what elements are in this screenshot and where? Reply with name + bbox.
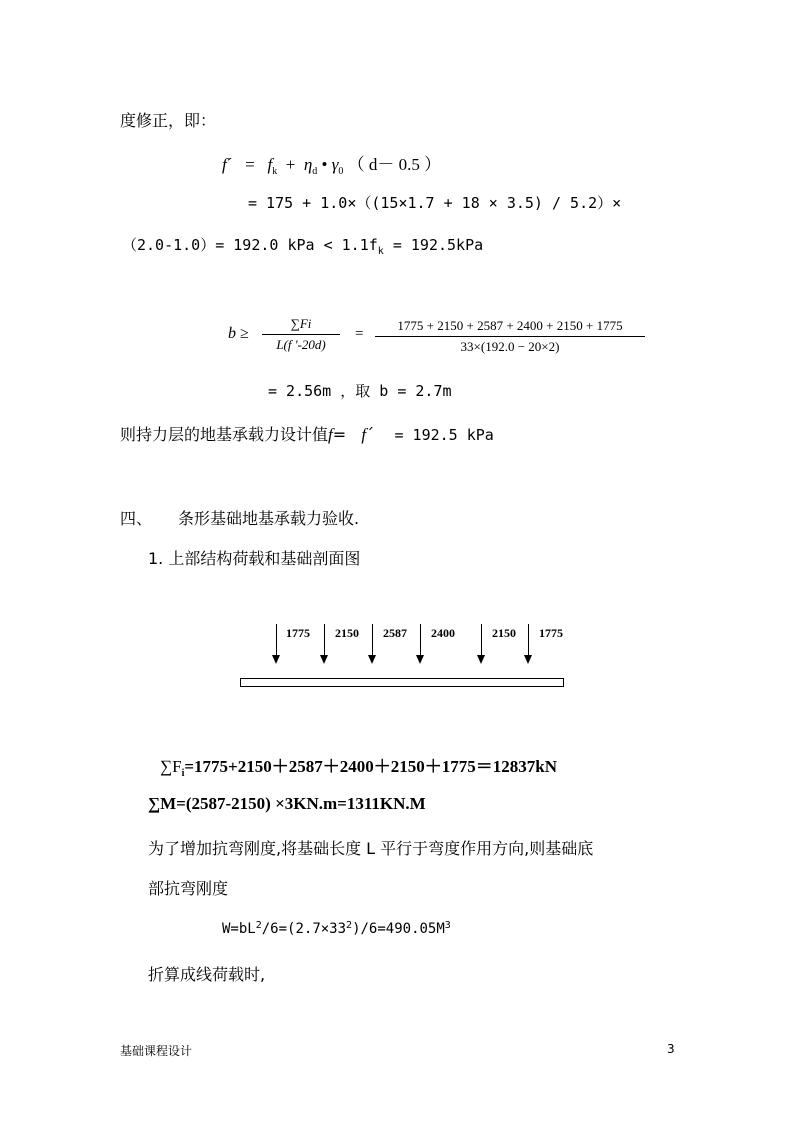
formula-result-main: （2.0-1.0）= 192.0 kPa < 1.1f bbox=[122, 236, 378, 254]
b-geq-symbol: b ≥ bbox=[228, 325, 249, 342]
f-symbol: f bbox=[328, 425, 333, 444]
sum-force-prefix: ∑F bbox=[160, 757, 182, 776]
fk-symbol: f bbox=[267, 155, 273, 174]
superscript: 3 bbox=[444, 920, 451, 931]
footer-course-name: 基础课程设计 bbox=[120, 1044, 193, 1058]
eta-subscript: d bbox=[312, 166, 318, 177]
fraction-equals: = bbox=[355, 326, 364, 342]
equals-sign: = bbox=[332, 425, 347, 444]
formula-result-value: = 192.5kPa bbox=[383, 236, 484, 254]
fraction-bar bbox=[262, 334, 340, 335]
formula-substitution: = 175 + 1.0×（(15×1.7 + 18 × 3.5) / 5.2）× bbox=[248, 194, 622, 212]
sum-force-line bbox=[160, 752, 557, 779]
paragraph-line: 部抗弯刚度 bbox=[148, 879, 229, 898]
fraction-left bbox=[262, 316, 340, 353]
load-label: 2150 bbox=[492, 626, 516, 640]
section-title: 条形基础地基承载力验收. bbox=[178, 509, 360, 528]
load-label: 1775 bbox=[539, 626, 563, 640]
sum-force-equation: =1775+2150＋2587＋2400＋2150＋1775＝12837kN bbox=[184, 757, 557, 776]
f-symbol: f bbox=[222, 155, 227, 174]
superscript: 2 bbox=[346, 920, 353, 931]
paragraph-line: 为了增加抗弯刚度,将基础长度 L 平行于弯度作用方向,则基础底 bbox=[148, 839, 594, 858]
subsection-title: 1. 上部结构荷载和基础剖面图 bbox=[148, 549, 361, 568]
sum-force-subscript: i bbox=[181, 768, 185, 779]
fraction-left-numerator: ∑Fi bbox=[290, 316, 312, 331]
superscript: 2 bbox=[255, 920, 262, 931]
sum-moment-line: ∑M=(2587-2150) ×3KN.m=1311KN.M bbox=[148, 794, 426, 813]
fk-subscript: k bbox=[377, 246, 384, 257]
formula-part: /6=(2.7×33 bbox=[261, 921, 347, 937]
formula-result bbox=[122, 234, 483, 257]
formula-part: )/6=490.05M bbox=[352, 921, 445, 937]
load-label: 2150 bbox=[335, 626, 359, 640]
fraction-bar bbox=[375, 336, 645, 337]
intro-text: 度修正，即： bbox=[120, 111, 217, 130]
fraction-right bbox=[375, 318, 645, 355]
width-result: = 2.56m ，取 b = 2.7m bbox=[268, 382, 452, 400]
formula-part: W=bL bbox=[222, 921, 256, 937]
paragraph-line: 折算成线荷载时, bbox=[148, 965, 266, 984]
gamma-symbol: γ bbox=[331, 155, 339, 174]
dot-operator: • bbox=[321, 155, 328, 174]
fraction-right-denominator: 33×(192.0 − 20×2) bbox=[460, 339, 560, 354]
load-label: 2400 bbox=[431, 626, 455, 640]
design-value-text: 则持力层的地基承载力设计值 bbox=[120, 425, 329, 444]
eta-symbol: η bbox=[303, 155, 313, 174]
foundation-beam bbox=[240, 678, 564, 687]
plus-sign: + bbox=[285, 155, 296, 174]
fraction-right-numerator: 1775 + 2150 + 2587 + 2400 + 2150 + 1775 bbox=[397, 318, 623, 333]
formula-tail: （ d－ 0.5 ） bbox=[347, 155, 442, 174]
design-value-number: = 192.5 kPa bbox=[394, 426, 494, 444]
load-label: 1775 bbox=[286, 626, 310, 640]
fk-subscript: k bbox=[272, 166, 278, 177]
page-number: 3 bbox=[667, 1042, 675, 1056]
prime-mark: ˊ bbox=[366, 425, 375, 444]
equals-sign: = bbox=[245, 155, 255, 174]
section-number: 四、 bbox=[120, 509, 153, 528]
fprime-symbol: f bbox=[361, 425, 367, 444]
section-modulus-formula bbox=[222, 920, 451, 937]
prime-mark: ˊ bbox=[226, 155, 233, 174]
gamma-subscript: 0 bbox=[338, 166, 344, 177]
formula-bearing-capacity bbox=[222, 150, 441, 177]
design-value-line bbox=[120, 422, 494, 445]
load-label: 2587 bbox=[383, 626, 407, 640]
fraction-left-denominator: L(f '-20d) bbox=[276, 337, 326, 352]
